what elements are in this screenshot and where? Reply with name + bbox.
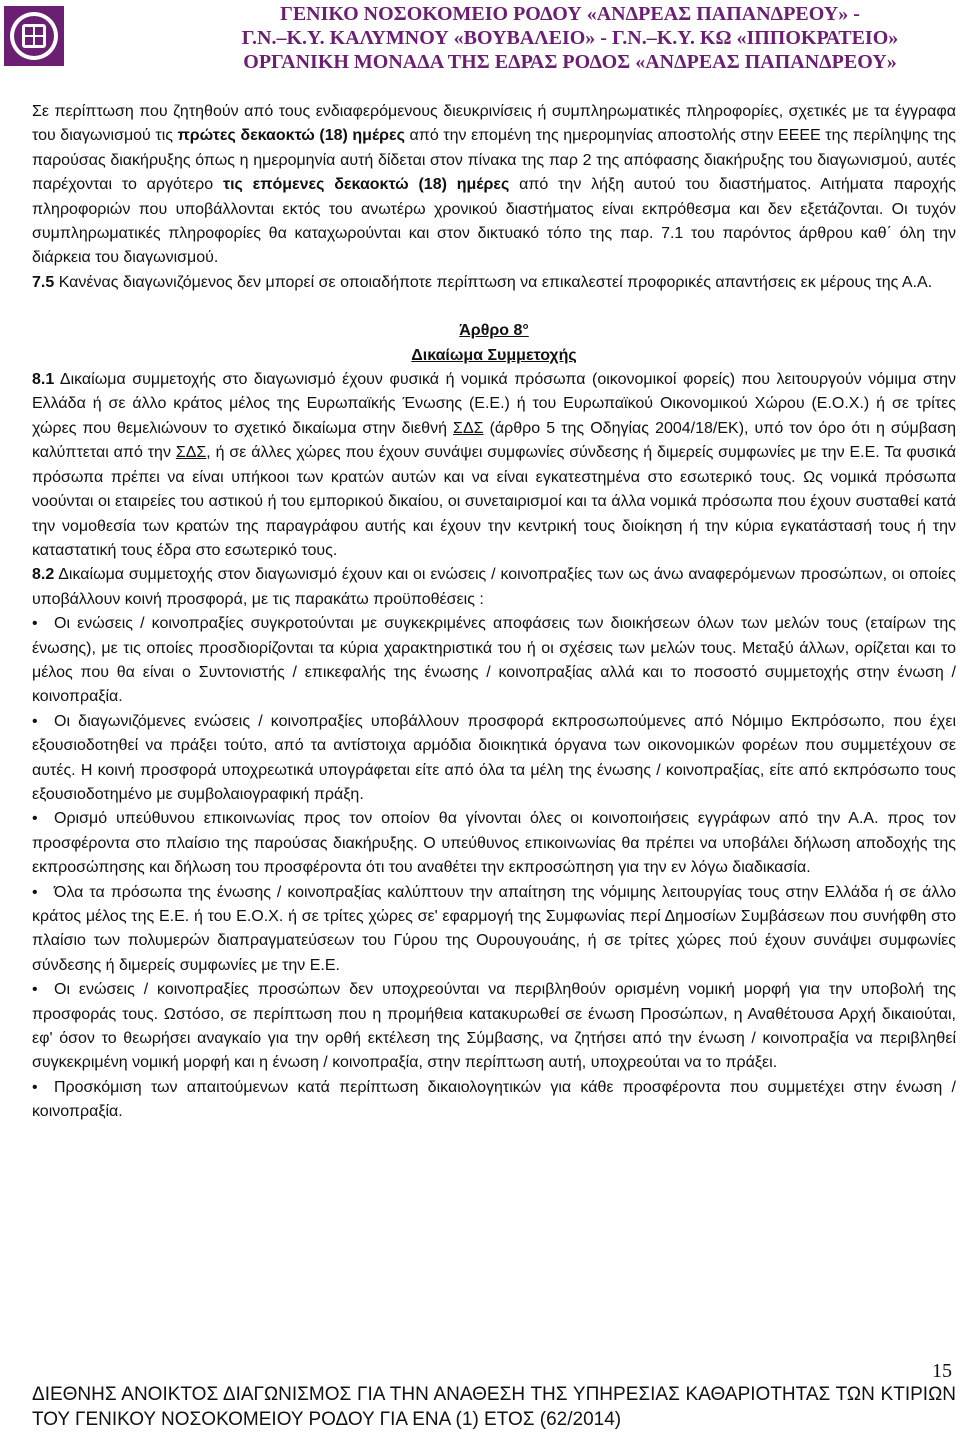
paragraph-number: 7.5 bbox=[32, 273, 55, 291]
article-heading bbox=[32, 319, 956, 368]
paragraph-text: , ή σε άλλες χώρες που έχουν συνάψει συμφωνίες σύνδεσης ή διμερείς συμφωνίες με την Ε.Ε. Τα φυσικά πρόσωπα πρέπει να είναι υπήκοοι των κρατών αυτών και να είναι εγκατεστημένα στο εσωτερικό τους. Ως νομικά πρόσωπα νοούνται οι εταιρείες του αστικού ή του εμπορικού δικαίου, οι συνεταιρισμοί και τα άλλα νομικά πρόσωπα που έχουν συσταθεί κατά την νομοθεσία των κρατών της παραγράφου αυτής και έχουν την κεντρική τους διοίκηση ή την κύρια εγκατάστασή τους ή την καταστατική τους έδρα στο εσωτερικό τους. bbox=[32, 444, 956, 559]
paragraph-8-2 bbox=[32, 563, 956, 612]
intro-paragraph bbox=[32, 100, 956, 271]
page-footer: ΔΙΕΘΝΗΣ ΑΝΟΙΚΤΟΣ ΔΙΑΓΩΝΙΣΜΟΣ ΓΙΑ ΤΗΝ ΑΝΑΘΕΣΗ ΤΗΣ ΥΠΗΡΕΣΙΑΣ ΚΑΘΑΡΙΟΤΗΤΑΣ ΤΩΝ ΚΤΙΡΙΩΝ ΤΟΥ ΓΕΝΙΚΟΥ ΝΟΣΟΚΟΜΕΙΟΥ ΡΟΔΟΥ ΓΙΑ ΕΝΑ (1) ΕΤΟΣ (62/2014) bbox=[32, 1384, 956, 1430]
paragraph-text: Δικαίωμα συμμετοχής στο διαγωνισμό έχουν φυσικά ή νομικά πρόσωπα (οικονομικοί φορείς) που λειτουργούν νόμιμα στην Ελλάδα ή σε άλλο κράτος μέλος της Ευρωπαϊκής Ένωσης (Ε.Ε.) ή του Ευρωπαϊκού Οικονομικού Χώρου (Ε.Ο.Χ.) ή σε τρίτες χώρες που θεμελιώνουν το σχετικό δικαίωμα στην διεθνή bbox=[32, 371, 956, 437]
article-title: Άρθρο 8° bbox=[459, 322, 529, 340]
page-header bbox=[0, 0, 960, 78]
paragraph-text: Κανένας διαγωνιζόμενος δεν μπορεί σε οποιαδήποτε περίπτωση να επικαλεστεί προφορικές απαντήσεις εκ μέρους της Α.Α. bbox=[54, 273, 933, 291]
header-line-2: Γ.Ν.–Κ.Υ. ΚΑΛΥΜΝΟΥ «ΒΟΥΒΑΛΕΙΟ» - Γ.Ν.–Κ.Υ. ΚΩ «ΙΠΠΟΚΡΑΤΕΙΟ» bbox=[241, 27, 899, 49]
list-item bbox=[32, 1076, 956, 1125]
list-item bbox=[32, 807, 956, 880]
list-item bbox=[32, 978, 956, 1076]
paragraph-number: 8.2 bbox=[32, 566, 55, 584]
bullet-icon: • bbox=[32, 981, 38, 999]
paragraph-7-5 bbox=[32, 271, 956, 295]
intro-bold-first-days: πρώτες δεκαοκτώ (18) ημέρες bbox=[177, 127, 405, 145]
sds-abbreviation: ΣΔΣ bbox=[453, 419, 484, 437]
header-title bbox=[180, 2, 960, 74]
list-item-text: Ορισμό υπεύθυνου επικοινωνίας προς τον οποίον θα γίνονται όλες οι κοινοποιήσεις εγγράφων από την Α.Α. προς τον προσφέροντα στο πλαίσιο της παρούσας διακήρυξης. Ο υπεύθυνος επικοινωνίας θα πρέπει να υποβάλει δήλωση αποδοχής της εκπροσώπησης και δήλωση του προσφέροντα ότι του αναθέτει την εκπροσώπηση για την εν λόγω διαδικασία. bbox=[32, 810, 956, 877]
bullet-icon: • bbox=[32, 1078, 38, 1096]
list-item bbox=[32, 881, 956, 979]
intro-text-a: Σε περίπτωση που ζητηθούν από τους ενδιαφερόμενους διευκρινίσεις ή συμπληρωματικές πληροφορίες, σχετικές με τα έγγραφα του διαγωνισμού τις bbox=[32, 103, 956, 145]
list-item-text: Όλα τα πρόσωπα της ένωσης / κοινοπραξίας καλύπτουν την απαίτηση της νόμιμης λειτουργίας τους στην Ελλάδα ή σε άλλο κράτος μέλος της Ε.Ε. ή του Ε.Ο.Χ. ή σε τρίτες χώρες σε' εφαρμογή της Συμφωνίας περί Δημοσίων Συμβάσεων που συνήφθη στο πλαίσιο των πολυμερών διαπραγματεύσεων του Γύρου της Ουρουγουάης, ή σε τρίτες χώρες πού έχουν συνάψει συμφωνίες σύνδεσης ή διμερείς συμφωνίες με την Ε.Ε. bbox=[32, 883, 956, 974]
paragraph-text: (άρθρο 5 της Οδηγίας 2004/18/ΕΚ), υπό τον όρο ότι η σύμβαση καλύπτεται από την bbox=[32, 419, 957, 462]
article-subtitle: Δικαίωμα Συμμετοχής bbox=[411, 346, 577, 364]
list-item-text: Οι διαγωνιζόμενες ενώσεις / κοινοπραξίες υποβάλλουν προσφορά εκπροσωπούμενες από Νόμιμο Εκπρόσωπο, που έχει εξουσιοδοτηθεί να πράξει τούτο, από τα αντίστοιχα αρμόδια διοικητικά όργανα των οικονομικών φορέων που συμμετέχουν σε αυτές. Η κοινή προσφορά υποχρεωτικά υπογράφεται είτε από όλα τα μέλη της ένωσης / κοινοπραξίας, είτε από εκπρόσωπο τους εξουσιοδοτημένο με συμβολαιογραφική πράξη. bbox=[32, 712, 956, 803]
list-item-text: Προσκόμιση των απαιτούμενων κατά περίπτωση δικαιολογητικών για κάθε προσφέροντα που συμμετέχει στην ένωση / κοινοπραξία. bbox=[32, 1078, 956, 1121]
page-number: 15 bbox=[932, 1360, 952, 1382]
intro-text-c: από την επομένη της ημερομηνίας αποστολής στην ΕΕΕΕ της περίληψης της παρούσας διακήρυξης όπως η ημερομηνία αυτή δίδεται στον πίνακα της παρ 2 της απόφασης διακήρυξης του διαγωνισμού, αυτές παρέχονται το αργότερο bbox=[32, 127, 957, 194]
sds-abbreviation: ΣΔΣ bbox=[175, 444, 207, 462]
bullet-icon: • bbox=[32, 883, 38, 901]
paragraph-number: 8.1 bbox=[32, 371, 55, 389]
list-item-text: Οι ενώσεις / κοινοπραξίες συγκροτούνται με συγκεκριμένες αποφάσεις των διοικήσεων όλων των μελών τους (εταίρων της ένωσης), με τις οποίες προσδιορίζονται τα κύρια χαρακτηριστικά του ή οι σχέσεις των μελών τους. Μεταξύ άλλων, ορίζεται και το μέλος που θα είναι ο Συντονιστής / επικεφαλής της ένωσης / κοινοπραξίας αλλά και το ποσοστό συμμετοχής στην ένωση /κοινοπραξία. bbox=[32, 615, 956, 706]
bullet-icon: • bbox=[32, 712, 38, 730]
bullet-icon: • bbox=[32, 615, 38, 633]
document-body bbox=[32, 100, 956, 1125]
hospital-emblem-icon bbox=[4, 6, 64, 66]
bullet-icon: • bbox=[32, 810, 38, 828]
intro-bold-next-days: τις επόμενες δεκαοκτώ (18) ημέρες bbox=[222, 176, 510, 194]
header-line-1: ΓΕΝΙΚΟ ΝΟΣΟΚΟΜΕΙΟ ΡΟΔΟΥ «ΑΝΔΡΕΑΣ ΠΑΠΑΝΔΡΕΟΥ» - bbox=[280, 3, 860, 25]
intro-text-e: από την λήξη αυτού του διαστήματος. Αιτήματα παροχής πληροφοριών που υποβάλλονται εκτός του ανωτέρω χρονικού διαστήματος είναι εκπρόθεσμα και δεν εξετάζονται. Οι τυχόν συμπληρωματικές πληροφορίες θα καταχωρούνται και στον δικτυακό τόπο της παρ. 7.1 του παρόντος άρθρου καθ΄ όλη την διάρκεια του διαγωνισμού. bbox=[32, 176, 956, 267]
header-line-3: ΟΡΓΑΝΙΚΗ ΜΟΝΑΔΑ ΤΗΣ ΕΔΡΑΣ ΡΟΔΟΣ «ΑΝΔΡΕΑΣ ΠΑΠΑΝΔΡΕΟΥ» bbox=[243, 51, 897, 73]
list-item-text: Οι ενώσεις / κοινοπραξίες προσώπων δεν υποχρεούνται να περιβληθούν ορισμένη νομική μορφή για την υποβολή της προσφοράς τους. Ωστόσο, σε περίπτωση που η προμήθεια κατακυρωθεί σε ένωση Προσώπων, η Αναθέτουσα Αρχή δικαιούται, εφ' όσον το θεωρήσει αναγκαίο για την ορθή εκτέλεση της Σύμβασης, να ζητήσει από την ένωση / κοινοπραξία να περιβληθεί συγκεκριμένη νομική μορφή και η ένωση / κοινοπραξία, στην περίπτωση αυτή, υποχρεούται να το πράξει. bbox=[32, 981, 956, 1072]
paragraph-8-1 bbox=[32, 368, 956, 563]
paragraph-text: Δικαίωμα συμμετοχής στον διαγωνισμό έχουν και οι ενώσεις / κοινοπραξίες των ως άνω αναφερόμενων προσώπων, οι οποίες υποβάλλουν κοινή προσφορά, με τις παρακάτω προϋποθέσεις : bbox=[32, 566, 956, 608]
list-item bbox=[32, 612, 956, 710]
list-item bbox=[32, 710, 956, 808]
